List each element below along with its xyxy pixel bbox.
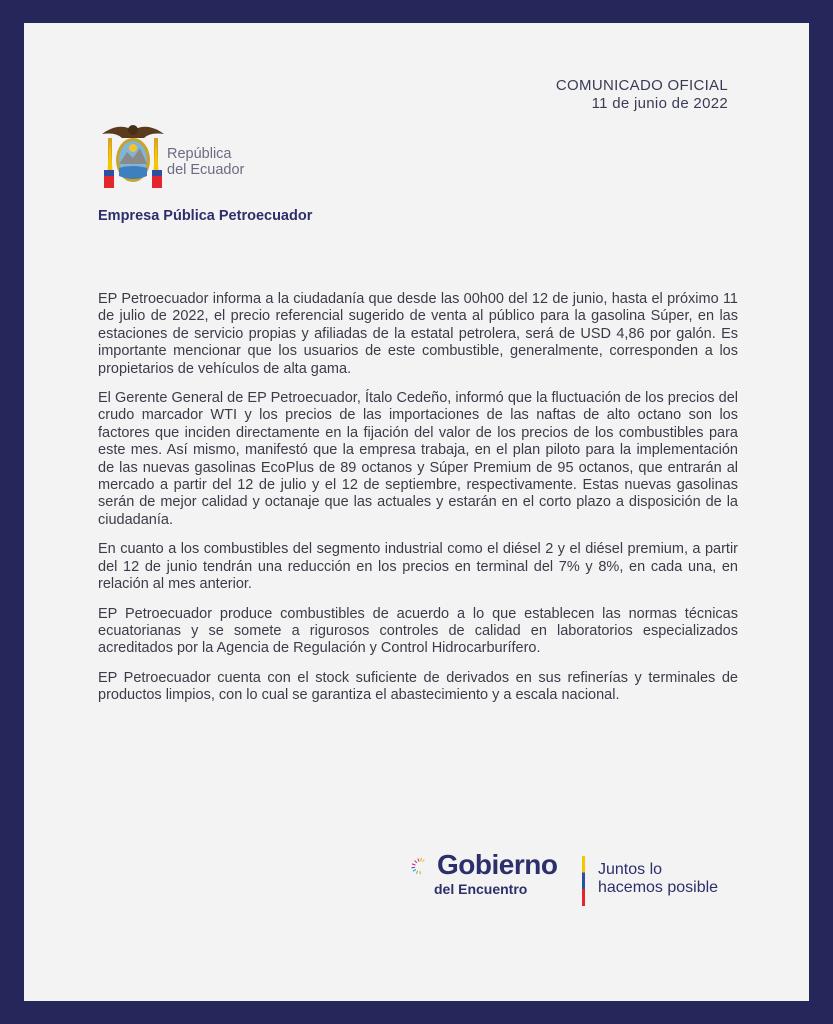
paragraph: En cuanto a los combustibles del segmento industrial como el diésel 2 y el diésel premium, a partir del 12 de junio tendrán una reducción en los precios en terminal del 7% y 8%, en cada una, en relación al mes anterior. [98, 541, 738, 593]
company-name: Empresa Pública Petroecuador [98, 208, 313, 224]
flag-divider [582, 856, 585, 906]
paragraph: EP Petroecuador informa a la ciudadanía que desde las 00h00 del 12 de junio, hasta el próximo 11 de julio de 2022, el precio referencial sugerido de venta al público para la gasolina Súper, en las estaciones de servicio propias y afiliadas de la estatal petrolera, será de USD 4,86 por galón. Es importante mencionar que los usuarios de este combustible, generalmente, corresponden a los propietarios de vehículos de alta gama. [98, 291, 738, 377]
gobierno-logo-title: Gobierno [437, 849, 558, 880]
government-line-1: República [167, 146, 232, 162]
ecuador-coat-of-arms-icon [100, 120, 166, 192]
paragraph: EP Petroecuador cuenta con el stock suficiente de derivados en sus refinerías y terminales de productos limpios, con lo cual se garantiza el abastecimiento y a escala nacional. [98, 669, 738, 704]
document-title: COMUNICADO OFICIAL [555, 77, 728, 94]
paragraph: EP Petroecuador produce combustibles de acuerdo a lo que establecen las normas técnicas ecuatorianas y se somete a rigurosos controles de calidad en laboratorios especializados acreditados por la Agencia de Regulación y Control Hidrocarburífero. [98, 605, 738, 657]
document-date: 11 de junio de 2022 [591, 95, 728, 112]
document-header [556, 77, 728, 113]
document-body [98, 291, 738, 717]
slogan-line-2: hacemos posible [598, 879, 719, 896]
document-page [24, 23, 809, 1001]
slogan-line-1: Juntos lo [598, 861, 663, 878]
government-name [167, 146, 244, 178]
slogan [598, 861, 718, 897]
gobierno-logo-subtitle: del Encuentro [434, 881, 528, 897]
government-line-2: del Ecuador [167, 162, 245, 178]
paragraph: El Gerente General de EP Petroecuador, Ítalo Cedeño, informó que la fluctuación de los precios del crudo marcador WTI y los precios de las importaciones de las naftas de alto octano son los factores que inciden directamente en la fijación del valor de los precios de los combustibles para este mes. Así mismo, manifestó que la empresa trabaja, en el plan piloto para la implementación de las nuevas gasolinas EcoPlus de 89 octanos y Súper Premium de 95 octanos, que entrarán al mercado a partir del 12 de julio y el 12 de septiembre, respectivamente. Estas nuevas gasolinas serán de mejor calidad y octanaje que las actuales y estarán en el corto plazo a disposición de la ciudadanía. [98, 390, 738, 528]
